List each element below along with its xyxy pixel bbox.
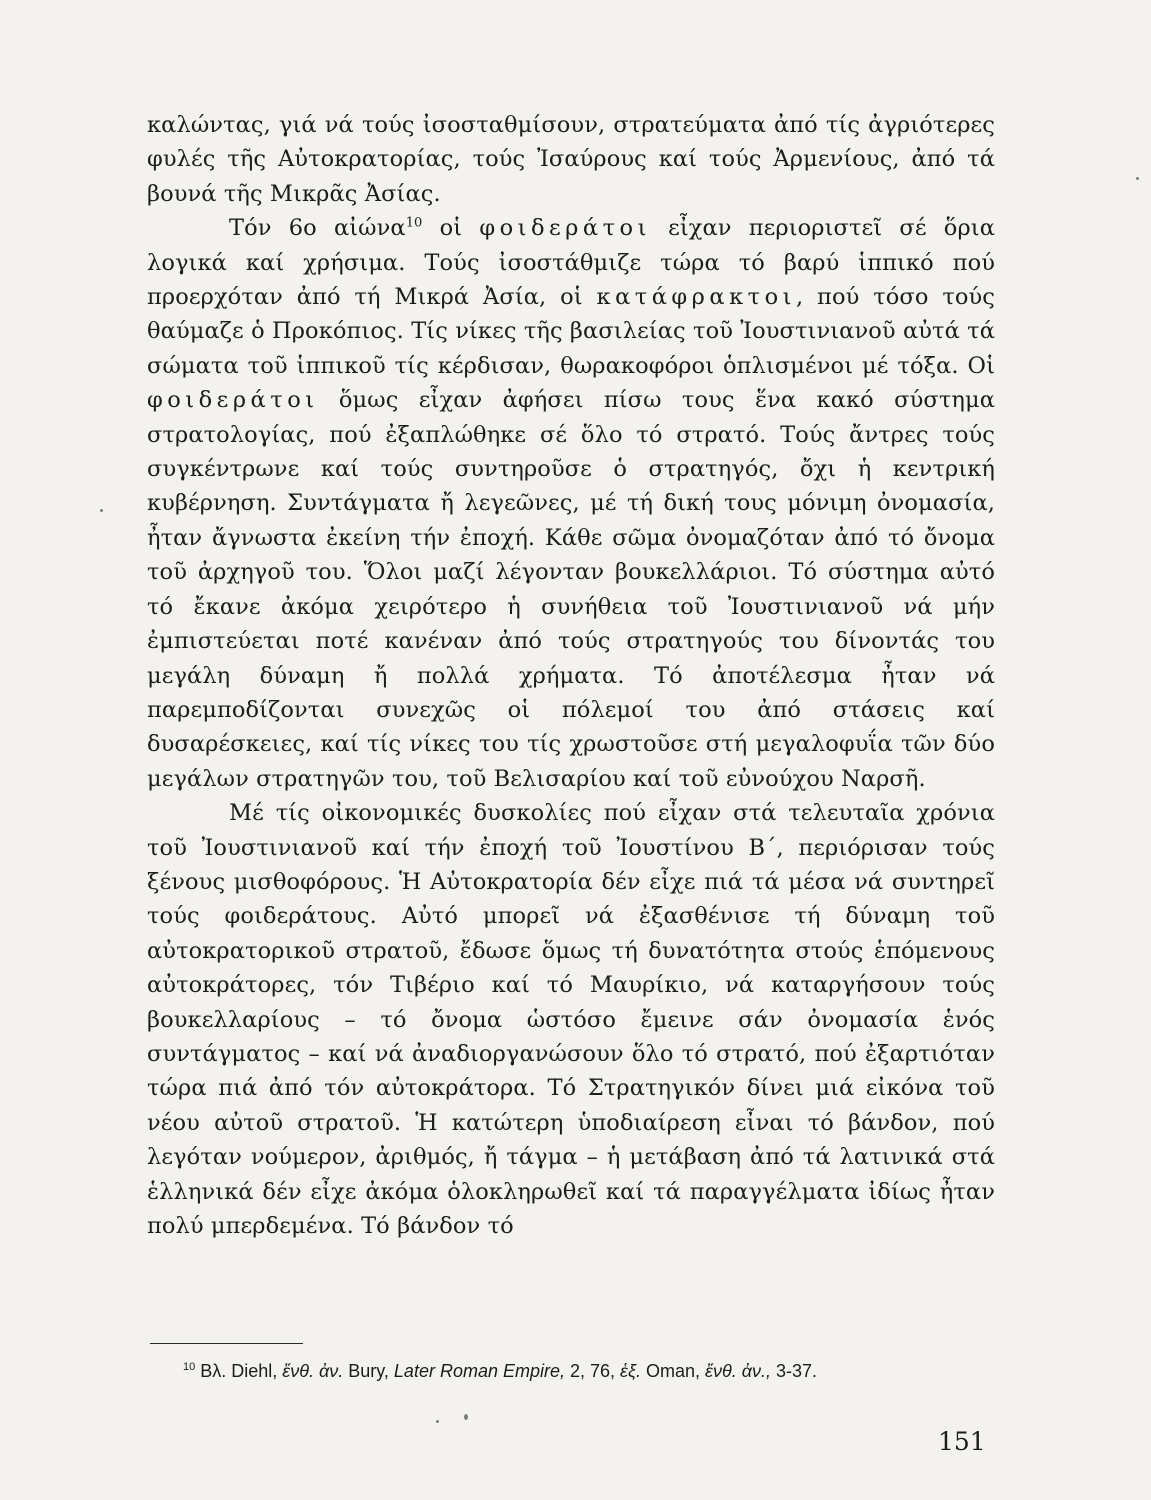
footnote-marker: 10	[183, 1361, 196, 1373]
paragraph-2-text: εἶχαν περιοριστεῖ σέ ὅρια λογικά καί χρήσιμα. Τούς ἰσοστάθμιζε τώρα τό βαρύ ἱππικό πού προερχόταν ἀπό τή Μικρά Ἀσία, οἱ	[147, 215, 995, 311]
footnote-divider	[150, 1343, 303, 1344]
paper-speck	[464, 1414, 468, 1420]
footnote	[183, 1358, 1003, 1384]
spaced-term-foederati: φοιδεράτοι	[479, 215, 651, 242]
spaced-term-foederati: φοιδεράτοι	[147, 387, 319, 414]
paragraph-2-text: , πού τόσο τούς θαύμαζε ὁ Προκόπιος. Τίς νίκες τῆς βασιλείας τοῦ Ἰουστινιανοῦ αὐτά τά σώματα τοῦ ἱππικοῦ τίς κέρδισαν, θωρακοφόροι ὁπλισμένοι μέ τόξα. Οἱ	[147, 284, 995, 379]
footnote-text: Βλ. Diehl,	[195, 1361, 283, 1381]
footnote-italic: ἔνθ. ἀν.	[282, 1361, 344, 1381]
paragraph-3-text: Μέ τίς οἰκονομικές δυσκολίες πού εἶχαν στά τελευταῖα χρόνια τοῦ Ἰουστινιανοῦ καί τήν ἐποχή τοῦ Ἰουστίνου Β΄, περιόρισαν τούς ξένους μισθοφόρους. Ἡ Αὐτοκρατορία δέν εἶχε πιά τά μέσα νά συντηρεῖ τούς φοιδεράτους. Αὐτό μπορεῖ νά ἐξασθένισε τή δύναμη τοῦ αὐτοκρατορικοῦ στρατοῦ, ἔδωσε ὅμως τή δυνατότητα στούς ἑπόμενους αὐτοκράτορες, τόν Τιβέριο καί τό Μαυρίκιο, νά καταργήσουν τούς βουκελλαρίους – τό ὄνομα ὡστόσο ἔμεινε σάν ὀνομασία ἑνός συντάγματος – καί νά ἀναδιοργανώσουν ὅλο τό στρατό, πού ἐξαρτιόταν τώρα πιά ἀπό τόν αὐτοκράτορα. Τό Στρατηγικόν δίνει μιά εἰκόνα τοῦ νέου αὐτοῦ στρατοῦ. Ἡ κατώτερη ὑποδιαίρεση εἶναι τό βάνδον, πού λεγόταν νούμερον, ἀριθμός, ἤ τάγμα – ἡ μετάβαση ἀπό τά λατινικά στά ἑλληνικά δέν εἶχε ἀκόμα ὁλοκληρωθεῖ καί τά παραγγέλματα ἰδίως ἦταν πολύ μπερδεμένα. Τό βάνδον τό	[147, 800, 995, 1239]
paragraph-2-text: ὅμως εἶχαν ἀφήσει πίσω τους ἕνα κακό σύστημα στρατολογίας, πού ἐξαπλώθηκε σέ ὅλο τό στρατό. Τούς ἄντρες τούς συγκέντρωνε καί τούς συντηροῦσε ὁ στρατηγός, ὄχι ἡ κεντρική κυβέρνηση. Συντάγματα ἤ λεγεῶνες, μέ τή δική τους μόνιμη ὀνομασία, ἦταν ἄγνωστα ἐκείνη τήν ἐποχή. Κάθε σῶμα ὀνομαζόταν ἀπό τό ὄνομα τοῦ ἀρχηγοῦ του. Ὅλοι μαζί λέγονταν βουκελλάριοι. Τό σύστημα αὐτό τό ἔκανε ἀκόμα χειρότερο ἡ συνήθεια τοῦ Ἰουστινιανοῦ νά μήν ἐμπιστεύεται ποτέ κανέναν ἀπό τούς στρατηγούς του δίνοντάς του μεγάλη δύναμη ἤ πολλά χρήματα. Τό ἀποτέλεσμα ἦταν νά παρεμποδίζονται συνεχῶς οἱ πόλεμοί του ἀπό στάσεις καί δυσαρέσκειες, καί τίς νίκες του τίς χρωστοῦσε στή μεγαλοφυΐα τῶν δύο μεγάλων στρατηγῶν του, τοῦ Βελισαρίου καί τοῦ εὐνούχου Ναρσῆ.	[147, 387, 995, 792]
footnote-text: Bury,	[343, 1361, 394, 1381]
main-text	[147, 108, 995, 1243]
paragraph-2-text: οἱ	[422, 215, 480, 242]
footnote-text: 3-37.	[770, 1361, 818, 1381]
spaced-term-kataphraktoi: κατάφρακτοι	[596, 284, 796, 311]
footnote-reference[interactable]: 10	[405, 215, 423, 231]
footnote-text: Oman,	[641, 1361, 706, 1381]
paper-speck	[1136, 177, 1139, 180]
paragraph-2-text: Τόν 6ο αἰώνα	[229, 215, 406, 242]
paragraph-1	[147, 108, 995, 211]
paper-speck	[436, 1420, 439, 1423]
footnote-text: 2, 76,	[565, 1361, 621, 1381]
paper-speck	[100, 509, 103, 512]
page-number: 151	[938, 1427, 986, 1456]
paragraph-3	[147, 796, 995, 1243]
footnote-italic: ἑξ.	[620, 1361, 641, 1381]
footnote-italic: ἔνθ. ἀν.,	[705, 1361, 771, 1381]
paragraph-2	[147, 211, 995, 796]
footnote-italic: Later Roman Empire,	[393, 1361, 565, 1381]
paragraph-1-text: καλώντας, γιά νά τούς ἰσοσταθμίσουν, στρατεύματα ἀπό τίς ἀγριότερες φυλές τῆς Αὐτοκρατορίας, τούς Ἰσαύρους καί τούς Ἀρμενίους, ἀπό τά βουνά τῆς Μικρᾶς Ἀσίας.	[147, 112, 995, 207]
